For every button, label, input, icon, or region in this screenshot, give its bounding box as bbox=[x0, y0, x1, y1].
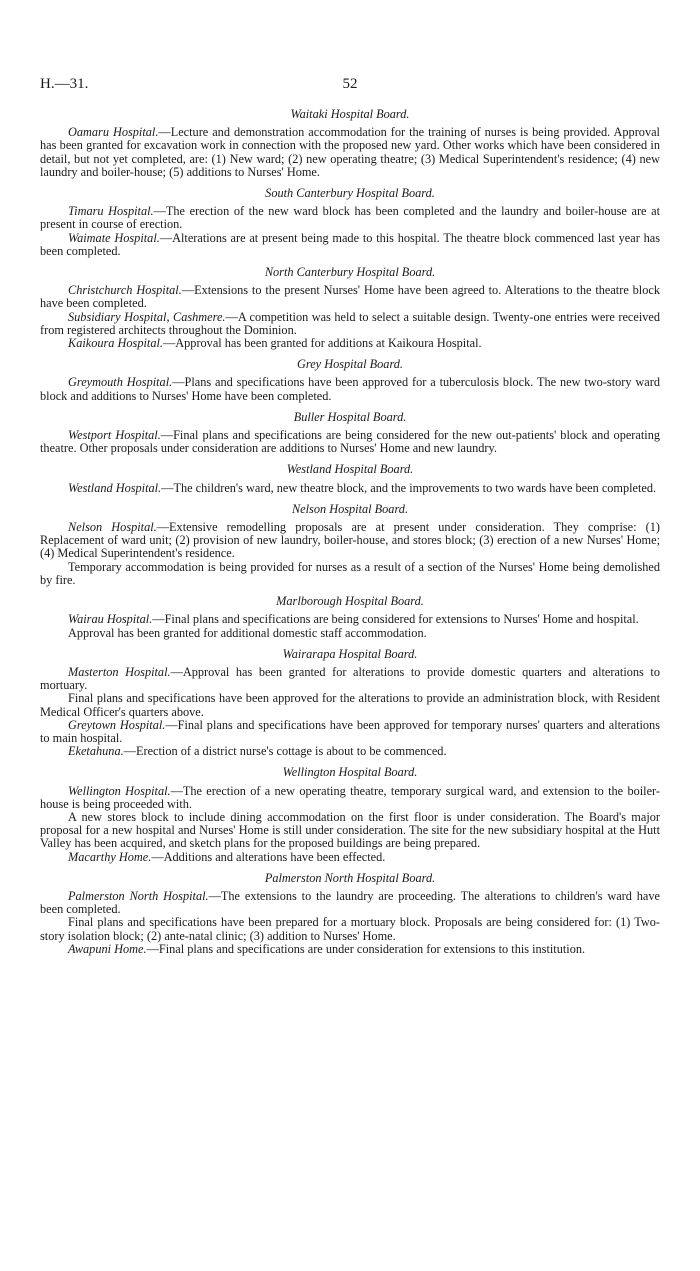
paragraph-text: —Extensions to the present Nurses' Home have been agreed to. Alterations to the theatre block have been completed. bbox=[40, 283, 660, 311]
paragraph-text: —The erection of the new ward block has been completed and the laundry and boiler-house are at present in course of erection. bbox=[40, 204, 660, 232]
section-title: Nelson Hospital Board. bbox=[291, 501, 409, 516]
paragraph-text: —Plans and specifications have been approved for a tuberculosis block. The new two-story ward block and additions to Nurses' Home have been completed. bbox=[40, 375, 660, 403]
paragraph bbox=[40, 521, 660, 561]
paragraph-text: —A competition was held to select a suitable design. Twenty-one entries were received from registered architects throughout the Dominion. bbox=[40, 309, 661, 337]
paragraph-lead: Greymouth Hospital. bbox=[68, 375, 173, 390]
paragraph-lead: Christchurch Hospital. bbox=[68, 283, 182, 298]
paragraph-text: Temporary accommodation is being provided for nurses as a result of a section of the Nurses' Home being demolished by fire. bbox=[40, 559, 660, 587]
page-number: 52 bbox=[342, 76, 358, 92]
paragraph-text: Final plans and specifications have been approved for the alterations to provide an administration block, with Resident Medical Officer's quarters above. bbox=[40, 691, 660, 719]
paragraph bbox=[40, 232, 660, 258]
paragraph-lead: Masterton Hospital. bbox=[68, 664, 171, 679]
document-body bbox=[40, 108, 660, 956]
section-title: Marlborough Hospital Board. bbox=[276, 594, 424, 609]
paragraph bbox=[40, 719, 660, 745]
paragraph-text: —The extensions to the laundry are proceeding. The alterations to children's ward have been completed. bbox=[40, 888, 660, 917]
paragraph bbox=[40, 943, 660, 956]
section-title: Wairarapa Hospital Board. bbox=[282, 646, 418, 661]
paragraph-lead: Timaru Hospital. bbox=[68, 204, 154, 219]
paragraph bbox=[40, 376, 660, 402]
paragraph bbox=[40, 785, 660, 811]
section-title: Palmerston North Hospital Board. bbox=[264, 870, 436, 885]
paragraph-lead: Palmerston North Hospital. bbox=[68, 888, 209, 903]
section-title: Buller Hospital Board. bbox=[293, 409, 407, 424]
section-title: North Canterbury Hospital Board. bbox=[264, 265, 436, 280]
paragraph-text: —Final plans and specifications are being considered for the new out-patients' block and operating theatre. Other proposals under consideration are additions to Nurses' Home and new laundry. bbox=[40, 428, 660, 456]
section-title: Waitaki Hospital Board. bbox=[290, 107, 410, 121]
paragraph bbox=[40, 627, 660, 640]
paragraph-text: —The children's ward, new theatre block, and the improvements to two wards have been completed. bbox=[161, 480, 657, 495]
paragraph bbox=[40, 205, 660, 231]
paragraph-lead: Subsidiary Hospital, Cashmere. bbox=[68, 309, 226, 324]
paragraph-text: —Extensive remodelling proposals are at present under consideration. They comprise: (1) Replacement of ward unit; (2) provision of new laundry, boiler-house, and stores block; (3) erection of a new Nurses' Home; (4) Medical Superintendent's residence. bbox=[40, 520, 661, 561]
section-title: Grey Hospital Board. bbox=[297, 357, 403, 372]
paragraph-text: —Alterations are at present being made to this hospital. The theatre block commenced last year has been completed. bbox=[40, 230, 660, 258]
paragraph bbox=[40, 429, 660, 455]
paragraph-text: —Final plans and specifications are under consideration for extensions to this institution. bbox=[146, 941, 586, 956]
paragraph-text: —Final plans and specifications are being considered for extensions to Nurses' Home and hospital. bbox=[152, 612, 639, 627]
paragraph bbox=[40, 811, 660, 851]
page-header bbox=[40, 76, 660, 96]
paragraph-lead: Wairau Hospital. bbox=[68, 612, 153, 627]
paragraph-text: Approval has been granted for additional domestic staff accommodation. bbox=[68, 625, 427, 640]
paragraph bbox=[40, 284, 660, 310]
paragraph bbox=[40, 482, 660, 495]
paragraph-text: —Erection of a district nurse's cottage is about to be commenced. bbox=[123, 744, 447, 759]
paragraph bbox=[40, 126, 660, 179]
paragraph-text: —Approval has been granted for additions at Kaikoura Hospital. bbox=[162, 336, 482, 351]
paragraph-text: —The erection of a new operating theatre, temporary surgical ward, and extension to the boiler-house is being proceeded with. bbox=[40, 783, 660, 811]
paragraph-lead: Macarthy Home. bbox=[68, 849, 152, 864]
section-title: Westland Hospital Board. bbox=[286, 462, 414, 477]
paragraph bbox=[40, 337, 660, 350]
paragraph-lead: Oamaru Hospital. bbox=[68, 125, 159, 140]
paragraph-lead: Waimate Hospital. bbox=[68, 230, 160, 245]
paragraph-text: A new stores block to include dining accommodation on the first floor is under consideration. The Board's major proposal for a new hospital and Nurses' Home is still under consideration. The site for the new subsidiary hospital at the Hutt Valley has been acquired, and sketch plans for the proposed buildings are being prepared. bbox=[40, 809, 660, 851]
document-code: H.—31. bbox=[40, 76, 89, 92]
paragraph-text: —Additions and alterations have been effected. bbox=[151, 849, 386, 864]
section-title: Wellington Hospital Board. bbox=[282, 765, 418, 780]
paragraph-lead: Westland Hospital. bbox=[68, 480, 162, 495]
paragraph-text: —Lecture and demonstration accommodation for the training of nurses is being provided. Approval has been granted for excavation work in connection with the proposed new yard. Other works which have been considered in detail, but not yet completed, are: (1) New ward; (2) new operating theatre; (3) Medical Superintendent's residence; (4) new laundry and boiler-house; (5) additions to Nurses' Home. bbox=[40, 125, 660, 179]
paragraph bbox=[40, 666, 660, 692]
paragraph bbox=[40, 692, 660, 718]
paragraph-lead: Kaikoura Hospital. bbox=[68, 336, 163, 351]
paragraph-lead: Westport Hospital. bbox=[68, 428, 161, 443]
paragraph-lead: Awapuni Home. bbox=[68, 941, 147, 956]
paragraph bbox=[40, 851, 660, 864]
paragraph-text: Final plans and specifications have been prepared for a mortuary block. Proposals are being considered for: (1) Two-story isolation block; (2) ante-natal clinic; (3) addition to Nurses' Home. bbox=[40, 915, 660, 943]
paragraph bbox=[40, 745, 660, 758]
paragraph-lead: Eketahuna. bbox=[68, 744, 124, 759]
paragraph-lead: Nelson Hospital. bbox=[68, 520, 157, 535]
section-title: South Canterbury Hospital Board. bbox=[265, 186, 435, 201]
paragraph bbox=[40, 890, 660, 916]
paragraph-text: —Approval has been granted for alterations to provide domestic quarters and alterations to mortuary. bbox=[40, 664, 660, 693]
paragraph-lead: Wellington Hospital. bbox=[68, 783, 171, 798]
paragraph bbox=[40, 916, 660, 942]
paragraph bbox=[40, 561, 660, 587]
paragraph-lead: Greytown Hospital. bbox=[68, 717, 166, 732]
paragraph bbox=[40, 311, 660, 337]
paragraph-text: —Final plans and specifications have been approved for temporary nurses' quarters and alterations to main hospital. bbox=[40, 717, 660, 745]
